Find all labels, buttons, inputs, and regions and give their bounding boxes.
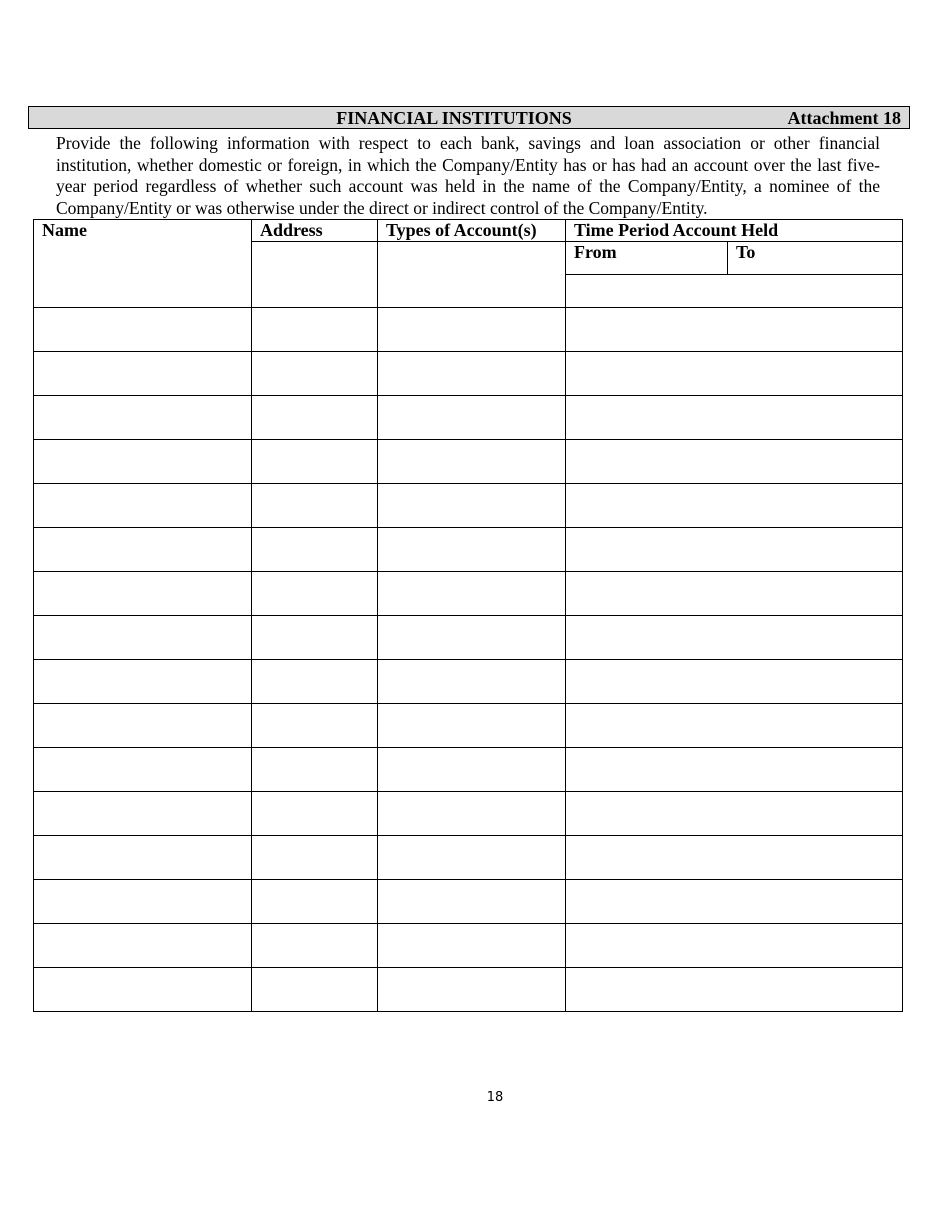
period-cell[interactable] [566, 528, 903, 572]
name-cell[interactable] [34, 440, 252, 484]
table-row [34, 924, 903, 968]
address-cell[interactable] [252, 440, 378, 484]
period-cell[interactable] [566, 352, 903, 396]
address-cell[interactable] [252, 792, 378, 836]
period-cell[interactable] [566, 396, 903, 440]
period-cell[interactable] [566, 880, 903, 924]
types-cell[interactable] [378, 440, 566, 484]
address-cell[interactable] [252, 704, 378, 748]
period-cell[interactable] [566, 792, 903, 836]
name-cell[interactable] [34, 396, 252, 440]
table-row [34, 880, 903, 924]
types-cell[interactable] [378, 308, 566, 352]
name-cell[interactable] [34, 880, 252, 924]
types-cell[interactable] [378, 968, 566, 1012]
period-cell[interactable] [566, 660, 903, 704]
types-cell[interactable] [378, 352, 566, 396]
period-cell[interactable] [566, 924, 903, 968]
table-row [34, 704, 903, 748]
name-cell[interactable] [34, 748, 252, 792]
attachment-label: Attachment 18 [787, 108, 901, 128]
address-cell[interactable] [252, 616, 378, 660]
name-cell[interactable] [34, 484, 252, 528]
period-cell[interactable] [566, 836, 903, 880]
period-cell[interactable] [566, 704, 903, 748]
name-cell[interactable] [34, 968, 252, 1012]
column-header-types: Types of Account(s) [378, 220, 566, 242]
address-cell[interactable] [252, 748, 378, 792]
address-cell[interactable] [252, 660, 378, 704]
column-header-name: Name [34, 220, 252, 308]
address-cell[interactable] [252, 396, 378, 440]
address-cell[interactable] [252, 572, 378, 616]
section-title-bar [28, 106, 910, 129]
address-cell[interactable] [252, 242, 378, 308]
name-cell[interactable] [34, 572, 252, 616]
types-cell[interactable] [378, 572, 566, 616]
column-header-from: From [566, 242, 728, 275]
period-cell[interactable] [566, 748, 903, 792]
name-cell[interactable] [34, 660, 252, 704]
page-number: 18 [486, 1090, 504, 1105]
table-row [34, 616, 903, 660]
types-cell[interactable] [378, 616, 566, 660]
table-row [34, 836, 903, 880]
types-cell[interactable] [378, 242, 566, 308]
table-row [34, 396, 903, 440]
address-cell[interactable] [252, 968, 378, 1012]
period-cell[interactable] [566, 275, 903, 308]
types-cell[interactable] [378, 836, 566, 880]
types-cell[interactable] [378, 748, 566, 792]
table-row [34, 660, 903, 704]
period-cell[interactable] [566, 484, 903, 528]
table-row [34, 308, 903, 352]
table-row [34, 792, 903, 836]
address-cell[interactable] [252, 880, 378, 924]
table-row [34, 528, 903, 572]
period-cell[interactable] [566, 440, 903, 484]
table-row [34, 440, 903, 484]
section-title: FINANCIAL INSTITUTIONS [336, 108, 572, 128]
address-cell[interactable] [252, 924, 378, 968]
column-header-address: Address [252, 220, 378, 242]
column-header-to: To [728, 242, 903, 275]
name-cell[interactable] [34, 528, 252, 572]
address-cell[interactable] [252, 484, 378, 528]
types-cell[interactable] [378, 396, 566, 440]
column-header-time-period: Time Period Account Held [566, 220, 903, 242]
types-cell[interactable] [378, 924, 566, 968]
period-cell[interactable] [566, 572, 903, 616]
name-cell[interactable] [34, 704, 252, 748]
address-cell[interactable] [252, 308, 378, 352]
name-cell[interactable] [34, 836, 252, 880]
address-cell[interactable] [252, 352, 378, 396]
period-cell[interactable] [566, 968, 903, 1012]
name-cell[interactable] [34, 308, 252, 352]
name-cell[interactable] [34, 792, 252, 836]
instructions-paragraph: Provide the following information with respect to each bank, savings and loan association or other financial institution, whether domestic or foreign, in which the Company/Entity has or has had an account over the last five-year period regardless of whether such account was held in the name of the Company/Entity, a nominee of the Company/Entity or was otherwise under the direct or indirect control of the Company/Entity. [56, 133, 880, 218]
types-cell[interactable] [378, 484, 566, 528]
types-cell[interactable] [378, 528, 566, 572]
name-cell[interactable] [34, 616, 252, 660]
types-cell[interactable] [378, 660, 566, 704]
table-body [34, 308, 903, 1012]
table-row [34, 572, 903, 616]
table-row [34, 968, 903, 1012]
name-cell[interactable] [34, 924, 252, 968]
types-cell[interactable] [378, 792, 566, 836]
types-cell[interactable] [378, 704, 566, 748]
table-row [34, 484, 903, 528]
types-cell[interactable] [378, 880, 566, 924]
table-row [34, 748, 903, 792]
financial-institutions-table [33, 219, 903, 1012]
address-cell[interactable] [252, 836, 378, 880]
address-cell[interactable] [252, 528, 378, 572]
period-cell[interactable] [566, 616, 903, 660]
name-cell[interactable] [34, 352, 252, 396]
period-cell[interactable] [566, 308, 903, 352]
table-row [34, 352, 903, 396]
